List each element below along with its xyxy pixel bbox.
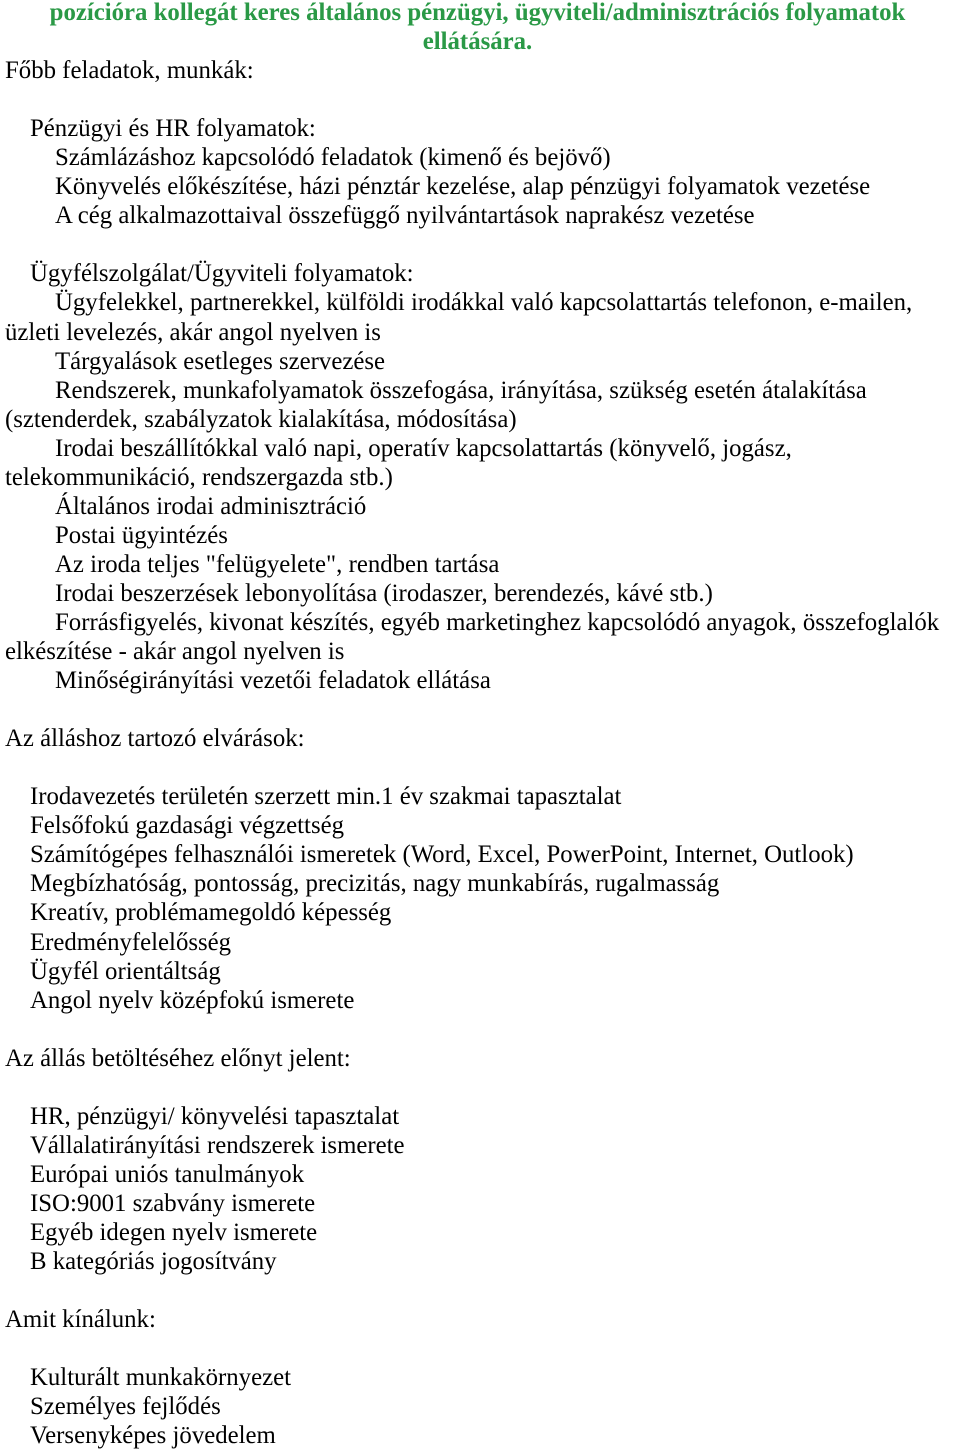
task-item-continuation: (sztenderdek, szabályzatok kialakítása, módosítása)	[5, 405, 517, 433]
advantage-item: Vállalatirányítási rendszerek ismerete	[30, 1131, 405, 1159]
finance-hr-heading: Pénzügyi és HR folyamatok:	[30, 115, 316, 143]
task-item: Tárgyalások esetleges szervezése	[55, 347, 385, 375]
spacer	[0, 1334, 960, 1363]
advantage-item: Európai uniós tanulmányok	[30, 1160, 305, 1188]
task-item: Rendszerek, munkafolyamatok összefogása, irányítása, szükség esetén átalakítása	[55, 376, 867, 404]
task-item: Az iroda teljes "felügyelete", rendben tartása	[55, 550, 500, 578]
spacer	[0, 1015, 960, 1044]
task-item: Forrásfigyelés, kivonat készítés, egyéb marketinghez kapcsolódó anyagok, összefoglalók	[55, 608, 940, 636]
task-item: Irodai beszerzések lebonyolítása (irodaszer, berendezés, kávé stb.)	[55, 579, 713, 607]
advantages-heading: Az állás betöltéséhez előnyt jelent:	[5, 1044, 351, 1072]
requirements-heading: Az álláshoz tartozó elvárások:	[5, 725, 305, 753]
requirement-item: Megbízhatóság, pontosság, precizitás, nagy munkabírás, rugalmasság	[30, 870, 720, 898]
spacer	[0, 85, 960, 114]
requirement-item: Ügyfél orientáltság	[30, 957, 221, 985]
offer-heading: Amit kínálunk:	[5, 1306, 156, 1334]
requirement-item: Felsőfokú gazdasági végzettség	[30, 812, 344, 840]
requirement-item: Eredményfelelősség	[30, 928, 232, 956]
task-item-continuation: elkészítése - akár angol nyelven is	[5, 638, 345, 666]
task-item-continuation: telekommunikáció, rendszergazda stb.)	[5, 463, 393, 491]
task-item: Könyvelés előkészítése, házi pénztár kezelése, alap pénzügyi folyamatok vezetése	[55, 173, 871, 201]
requirement-item: Irodavezetés területén szerzett min.1 év szakmai tapasztalat	[30, 783, 622, 811]
spacer	[0, 1276, 960, 1305]
requirement-item: Számítógépes felhasználói ismeretek (Word, Excel, PowerPoint, Internet, Outlook)	[30, 841, 854, 869]
task-item-continuation: üzleti levelezés, akár angol nyelven is	[5, 318, 381, 346]
task-item: Számlázáshoz kapcsolódó feladatok (kimenő és bejövő)	[55, 144, 611, 172]
requirement-item: Angol nyelv középfokú ismerete	[30, 986, 355, 1014]
spacer	[0, 1073, 960, 1102]
requirement-item: Kreatív, problémamegoldó képesség	[30, 899, 392, 927]
spacer	[0, 753, 960, 782]
advantage-item: B kategóriás jogosítvány	[30, 1248, 277, 1276]
task-item: Postai ügyintézés	[55, 521, 228, 549]
tasks-heading: Főbb feladatok, munkák:	[5, 57, 254, 85]
advantage-item: ISO:9001 szabvány ismerete	[30, 1189, 316, 1217]
advantage-item: Egyéb idegen nyelv ismerete	[30, 1218, 318, 1246]
document-title-line-2: ellátására.	[422, 28, 533, 56]
offer-item: Versenyképes jövedelem	[30, 1422, 276, 1450]
task-item: Általános irodai adminisztráció	[55, 492, 367, 520]
task-item: Ügyfelekkel, partnerekkel, külföldi irodákkal való kapcsolattartás telefonon, e-mailen,	[55, 289, 913, 317]
spacer	[0, 695, 960, 724]
document-title-line-1: pozícióra kollegát keres általános pénzügyi, ügyviteli/adminisztrációs folyamatok	[49, 0, 906, 26]
advantage-item: HR, pénzügyi/ könyvelési tapasztalat	[30, 1102, 400, 1130]
task-item: Minőségirányítási vezetői feladatok ellátása	[55, 667, 491, 695]
offer-item: Kulturált munkakörnyezet	[30, 1364, 291, 1392]
customer-service-heading: Ügyfélszolgálat/Ügyviteli folyamatok:	[30, 260, 414, 288]
offer-item: Személyes fejlődés	[30, 1393, 221, 1421]
task-item: A cég alkalmazottaival összefüggő nyilvántartások naprakész vezetése	[55, 202, 755, 230]
spacer	[0, 230, 960, 259]
task-item: Irodai beszállítókkal való napi, operatív kapcsolattartás (könyvelő, jogász,	[55, 434, 792, 462]
